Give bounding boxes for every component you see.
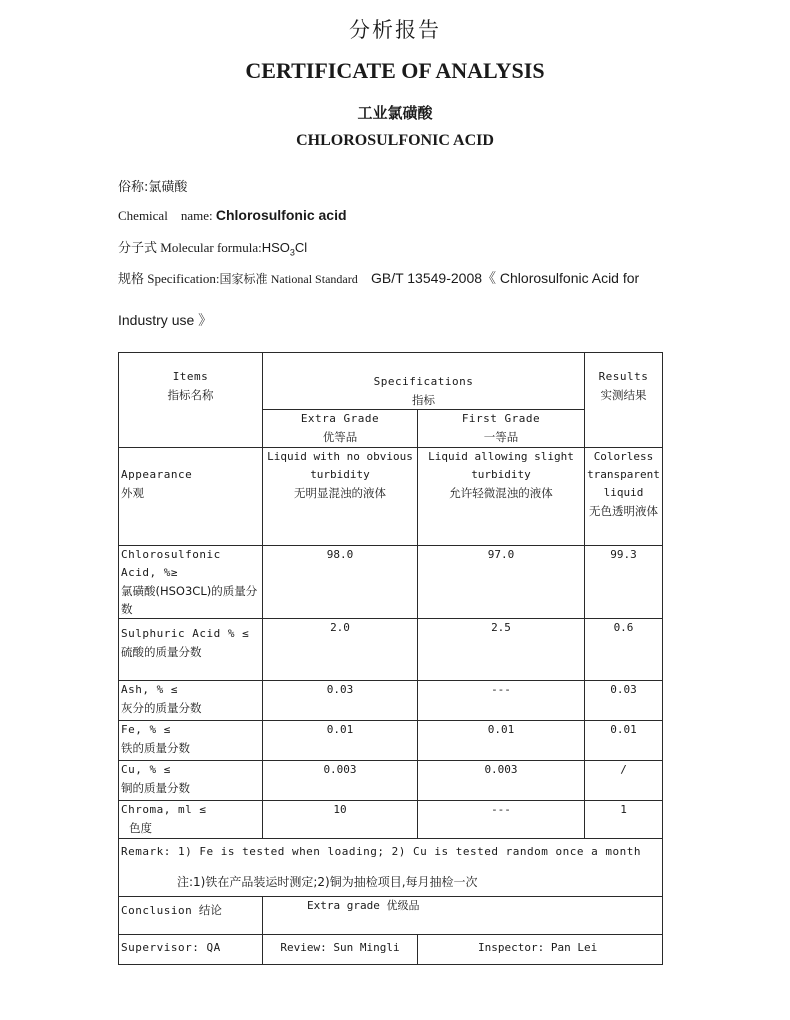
formula-label-en: Molecular formula: (160, 240, 262, 255)
result-cell: 0.03 (585, 681, 663, 721)
spec-standard-continued: Industry use 》 (118, 312, 213, 328)
items-header-en: Items (172, 370, 209, 383)
remark-cn: 注:1)铁在产品装运时测定;2)铜为抽检项目,每月抽检一次 (177, 875, 478, 889)
results-header-cn: 实测结果 (600, 388, 647, 402)
chemical-name-value: Chlorosulfonic acid (215, 207, 347, 223)
common-name-value: 氯磺酸 (148, 180, 188, 195)
row-label (119, 619, 263, 681)
row-label-en: Cu, % ≤ (121, 763, 171, 776)
reviewer: Review: Sun Mingli (263, 935, 418, 965)
conclusion-value: Extra grade 优级品 (263, 897, 663, 935)
first-grade-cell: --- (418, 801, 585, 839)
cell-en: Colorless transparent liquid (587, 450, 660, 499)
extra-grade-en: Extra Grade (300, 412, 380, 425)
conclusion-label (119, 897, 263, 935)
extra-grade-cell (263, 448, 418, 546)
formula-value (261, 240, 308, 258)
specifications-header-cn: 指标 (412, 393, 435, 407)
extra-grade-cell: 0.03 (263, 681, 418, 721)
result-cell: 0.01 (585, 721, 663, 761)
spec-label-cn: 规格 (118, 272, 145, 287)
title-en: CERTIFICATE OF ANALYSIS (245, 58, 545, 83)
row-label-cn: 灰分的质量分数 (121, 701, 202, 715)
row-label-en: Ash, % ≤ (121, 683, 178, 696)
row-label-cn: 铁的质量分数 (121, 741, 190, 755)
row-label (119, 721, 263, 761)
result-cell: 1 (585, 801, 663, 839)
row-label-en: Appearance (121, 468, 193, 481)
product-name-cn: 工业氯磺酸 (357, 104, 433, 122)
result-cell (585, 448, 663, 546)
extra-grade-cn: 优等品 (322, 430, 358, 444)
first-grade-header (418, 410, 585, 448)
extra-grade-cell: 98.0 (263, 546, 418, 619)
first-grade-cell: 2.5 (418, 619, 585, 681)
spec-label-en: Specification: (147, 271, 220, 286)
result-cell: / (585, 761, 663, 801)
table-row (119, 761, 663, 801)
specifications-header-en: Specifications (373, 375, 474, 388)
specifications-header (263, 353, 585, 410)
inspector: Inspector: Pan Lei (418, 935, 663, 965)
conclusion-label-en: Conclusion (121, 904, 193, 917)
row-label-en: Chlorosulfonic Acid, %≥ (121, 548, 221, 579)
row-label-cn: 外观 (121, 486, 144, 500)
row-label-cn: 硫酸的质量分数 (121, 645, 202, 659)
row-label-cn: 氯磺酸(HSO3CL)的质量分数 (121, 584, 258, 616)
product-name-en: CHLOROSULFONIC ACID (296, 132, 494, 149)
table-row (119, 801, 663, 839)
cell-cn: 无色透明液体 (589, 504, 658, 518)
title-cn: 分析报告 (349, 18, 441, 42)
formula-part-1: HSO (261, 240, 290, 255)
cell-cn: 允许轻微混浊的液体 (449, 486, 553, 500)
conclusion-row (119, 897, 663, 935)
supervisor: Supervisor: QA (119, 935, 263, 965)
row-label (119, 448, 263, 546)
results-header (585, 353, 663, 448)
common-name-label: 俗称: (118, 180, 149, 195)
row-label-en: Chroma, ml ≤ (121, 803, 207, 816)
extra-grade-cell: 2.0 (263, 619, 418, 681)
spec-standard-code: GB/T 13549-2008《 Chlorosulfonic Acid for (370, 270, 640, 286)
analysis-table (118, 352, 663, 965)
common-name-line (118, 176, 187, 195)
remark-en: Remark: 1) Fe is tested when loading; 2) Cu is tested random once a month (121, 845, 641, 858)
first-grade-cn: 一等品 (483, 430, 519, 444)
table-header-row (119, 353, 663, 410)
items-header (119, 353, 263, 448)
signature-row (119, 935, 663, 965)
remark-cell (119, 839, 663, 897)
formula-part-2: Cl (294, 240, 308, 255)
row-label (119, 546, 263, 619)
extra-grade-header (263, 410, 418, 448)
table-row (119, 448, 663, 546)
cell-cn: 无明显混浊的液体 (294, 486, 386, 500)
row-label-en: Sulphuric Acid % ≤ (121, 627, 250, 640)
row-label-cn: 色度 (129, 821, 152, 835)
chemical-name-line (118, 207, 347, 224)
first-grade-cell: 0.003 (418, 761, 585, 801)
row-label (119, 801, 263, 839)
molecular-formula-line (118, 237, 307, 258)
row-label (119, 761, 263, 801)
table-row (119, 546, 663, 619)
first-grade-cell: 0.01 (418, 721, 585, 761)
first-grade-en: First Grade (461, 412, 541, 425)
result-cell: 0.6 (585, 619, 663, 681)
conclusion-label-cn: 结论 (198, 903, 222, 917)
first-grade-cell: --- (418, 681, 585, 721)
formula-label-cn: 分子式 (118, 241, 158, 256)
spec-standard-cn: 国家标准 (219, 272, 268, 286)
table-row (119, 681, 663, 721)
spec-standard-en: National Standard (270, 272, 358, 286)
chemical-name-label: Chemical name: (118, 208, 213, 223)
cell-en: Liquid with no obvious turbidity (267, 450, 413, 481)
result-cell: 99.3 (585, 546, 663, 619)
first-grade-cell (418, 448, 585, 546)
row-label-cn: 铜的质量分数 (121, 781, 190, 795)
results-header-en: Results (598, 370, 649, 383)
table-row (119, 721, 663, 761)
remark-row (119, 839, 663, 897)
extra-grade-cell: 0.01 (263, 721, 418, 761)
row-label-en: Fe, % ≤ (121, 723, 171, 736)
table-row (119, 619, 663, 681)
extra-grade-cell: 0.003 (263, 761, 418, 801)
specification-line (118, 268, 639, 288)
items-header-cn: 指标名称 (167, 388, 214, 402)
formula-subscript: 3 (289, 247, 295, 258)
row-label (119, 681, 263, 721)
first-grade-cell: 97.0 (418, 546, 585, 619)
cell-en: Liquid allowing slight turbidity (428, 450, 574, 481)
extra-grade-cell: 10 (263, 801, 418, 839)
